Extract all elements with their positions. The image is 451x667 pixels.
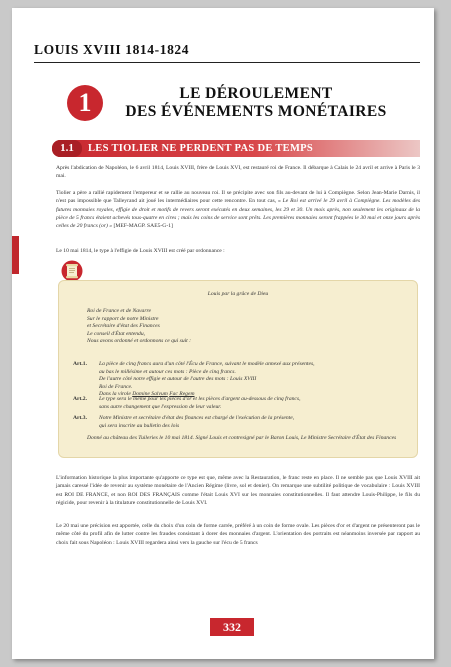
- page-number: 332: [210, 618, 254, 636]
- paragraph-abdication: Après l'abdication de Napoléon, le 6 avril 1814, Louis XVIII, frère de Louis XVI, est restauré roi de France. Il débarque à Calais le 24 avril et arrive à Paris le 3 mai.: [56, 165, 420, 180]
- paragraph-coin-carre: Le 20 mai une précision est apportée, celle du choix d'un coin de forme carrée, préféré à un coin de forme ovale. Les pièces d'or et d'argent ne présenteront pas le même côté du profil afin de lutter contre les fraudes consistant à dorer des monnaies d'argent. L'orientation des portraits est néanmoins inversée par rapport au choix fait sous Napoléon : Louis XVIII regardera ainsi vers la gauche sur l'écu de 5 francs: [56, 523, 420, 546]
- decree-heading: Louis par la grâce de Dieu: [207, 291, 269, 297]
- article-line: qui sera inscrite au bulletin des lois: [99, 422, 180, 429]
- article-text: [99, 361, 399, 399]
- article-label: Art.3.: [73, 415, 87, 421]
- article-line: Roi de France.: [99, 383, 133, 390]
- scroll-icon: [59, 260, 85, 282]
- paragraph-ordonnance: Le 10 mai 1814, le type à l'effigie de Louis XVIII est créé par ordonnance :: [56, 248, 225, 254]
- article-line: Notre Ministre et secrétaire d'état des finances est chargé de l'exécution de la présente,: [99, 415, 295, 421]
- decree-intro-line: et Secrétaire d'état des Finances: [87, 323, 160, 330]
- article-line: La pièce de cinq francs aura d'un côté l'Écu de France, suivant le modèle annexé aux présentes,: [99, 361, 315, 367]
- subsection-number: 1.1: [52, 140, 82, 157]
- decree-closing: Donné au château des Tuileries le 10 mai 1814. Signé Louis et contresigné par le Baron Louis, Le Ministre Secrétaire d'État des Finances: [87, 435, 397, 441]
- article-text: [99, 396, 399, 411]
- section-title-line-1: LE DÉROULEMENT: [179, 85, 333, 102]
- article-text: [99, 415, 399, 430]
- side-tab-marker: [12, 236, 19, 274]
- article-line: De l'autre côté notre effigie et autour de l'autre des mots : Louis XVIII: [99, 376, 257, 383]
- decree-intro-line: Le conseil d'État entendu,: [87, 330, 146, 337]
- section-number-badge: 1: [67, 85, 103, 121]
- decree-box: [58, 280, 418, 458]
- article-line: sans autre changement que l'expression de leur valeur.: [99, 403, 222, 410]
- decree-intro: [87, 308, 387, 346]
- article-label: Art.2.: [73, 396, 87, 402]
- tranche-prefix: Dans la virole: [99, 391, 133, 398]
- decree-intro-line: Sur le rapport de notre Ministre: [87, 315, 159, 322]
- decree-intro-line: Roi de France et de Navarre: [87, 308, 151, 314]
- paragraph-historique: L'information historique la plus importante qu'apporte ce type est que, même avec la Restauration, le franc reste en place. Il ne semble pas que Louis XVIII ait jamais caressé l'idée de revenir au système monétaire de l'Ancien Régime (livre, sol et denier). On remarque une subtilité politique de vocabulaire : Louis XVIII est ROI DE FRANCE, et non ROI DES FRANÇAIS comme l'était Louis XVI sur les monnaies constitutionnelles. Il faut attendre Louis-Philippe, le fils du régicide, pour revenir à la titulature constitutionnelle de Louis XVI.: [56, 475, 420, 506]
- paragraph-tiolier-reference: [MEF-MAGP. SAE5-G-1]: [112, 223, 173, 230]
- section-title-line-2: DES ÉVÉNEMENTS MONÉTAIRES: [125, 103, 387, 120]
- paragraph-tiolier: [56, 189, 420, 230]
- section-title: [110, 85, 402, 121]
- page: [12, 8, 434, 659]
- subsection-bar: [52, 140, 420, 157]
- header-rule: [34, 62, 420, 63]
- chapter-header: LOUIS XVIII 1814-1824: [34, 42, 190, 57]
- tranche-legend-a: Domine Salvum: [132, 391, 168, 398]
- article-line: au bas le millésime et autour ces mots : Pièce de cinq francs.: [99, 368, 236, 375]
- subsection-title: LES TIOLIER NE PERDENT PAS DE TEMPS: [88, 143, 314, 154]
- decree-intro-line: Nous avons ordonné et ordonnons ce qui suit :: [87, 338, 191, 345]
- article-line: Le type sera le même pour les pièces d'or et les pièces d'argent au-dessous de cinq francs,: [99, 396, 301, 402]
- paragraph-tiolier-quote: Le Roi est arrivé le 29 avril à Compiègne. Les modèles des futures monnaies royales, effigie de droit et motifs de revers seront exécutés en deux semaines, les 29 et 30. Un mois après, non seulement les originaux de la pièce de 5 francs étaient achevés tous-quatre en cires ; mais les coins de service sont prêts. Les premières monnaies seront frappées le 30 mai et onze jours après celles de 20 francs (or) »: [56, 198, 420, 230]
- article-label: Art.1.: [73, 361, 87, 367]
- tranche-legend-b: Fac Regem: [169, 391, 195, 398]
- paragraph-tiolier-intro: Tiolier a père a rallié rapidement l'empereur et se rallie au nouveau roi. Il se précipite avec son fils au-devant de lui à Compiègne. Selon Jean-Marie Darnis, il n'est pas impossible que Talleyrand ait joué les intermédiaires pour cette rencontre. En tout cas, «: [56, 190, 420, 205]
